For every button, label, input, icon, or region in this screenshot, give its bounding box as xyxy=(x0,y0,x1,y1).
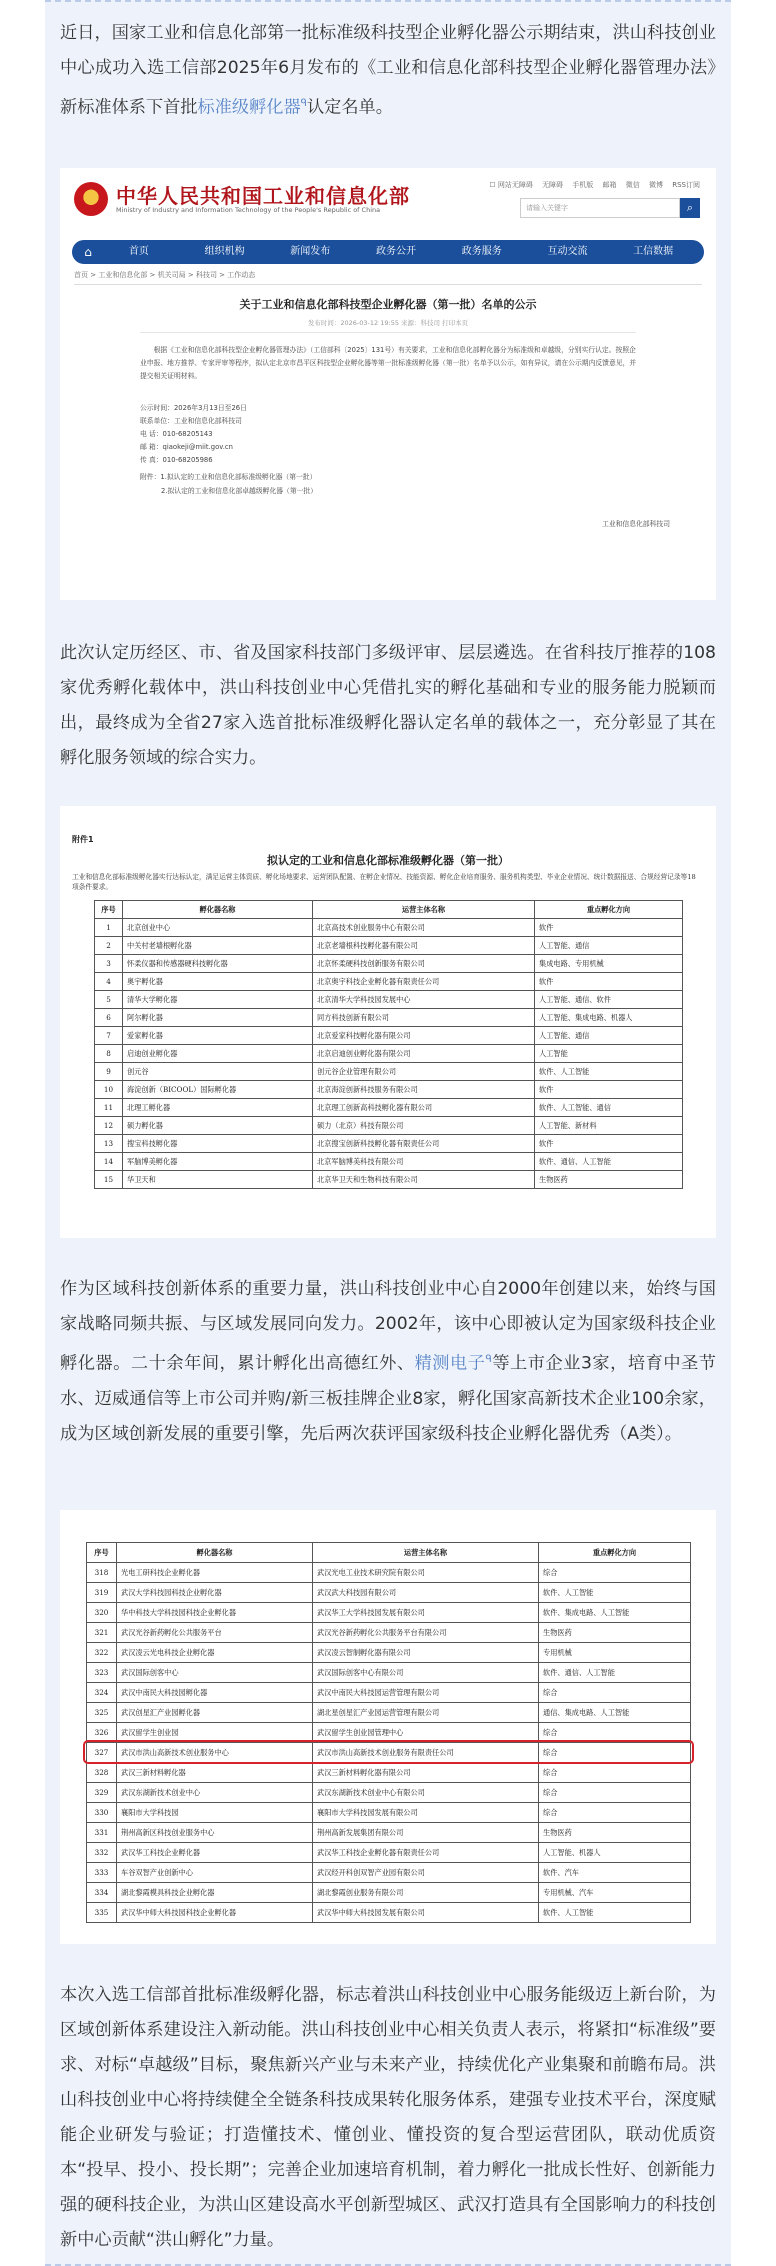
table-cell: 武汉华工大学科技园发展有限公司 xyxy=(313,1603,539,1623)
signature: 工业和信息化部科技司 xyxy=(602,520,670,528)
table-cell: 综合 xyxy=(539,1723,691,1743)
table-cell: 武汉国际创客中心 xyxy=(117,1663,313,1683)
table-cell: 北京高技术创业服务中心有限公司 xyxy=(313,919,535,937)
table-row xyxy=(95,955,683,973)
table-cell: 启迪创业孵化器 xyxy=(123,1045,313,1063)
table-cell: 生物医药 xyxy=(539,1823,691,1843)
table-cell: 武汉三新材料孵化器有限公司 xyxy=(313,1763,539,1783)
table-cell: 14 xyxy=(95,1153,123,1171)
table-cell: 集成电路、专用机械 xyxy=(535,955,683,973)
divider xyxy=(140,332,636,333)
nav-item-interact[interactable]: 互动交流 xyxy=(547,246,588,257)
table-cell: 329 xyxy=(87,1783,117,1803)
table-cell: 334 xyxy=(87,1883,117,1903)
table-cell: 湖北星创星汇产业园运营管理有限公司 xyxy=(313,1703,539,1723)
search-superscript-icon[interactable]: ᑫ xyxy=(300,98,307,109)
table-cell: 中关村老墙根孵化器 xyxy=(123,937,313,955)
search-superscript-icon[interactable]: ᑫ xyxy=(485,1354,492,1365)
nav-item-news[interactable]: 新闻发布 xyxy=(290,246,331,257)
annex-label: 附件1 xyxy=(72,835,94,844)
intro-paragraph: 近日，国家工业和信息化部第一批标准级科技型企业孵化器公示期结束，洪山科技创业中心成功入选工信部2025年6月发布的《工业和信息化部科技型企业孵化器管理办法》新标准体系下首批标准级孵化器$^ᑫ$认定名单。 xyxy=(60,23,716,118)
table1 xyxy=(94,900,683,1189)
table-cell: 北京海淀创新科技服务有限公司 xyxy=(313,1081,535,1099)
table-cell: 7 xyxy=(95,1027,123,1045)
table-cell: 搜宝科技孵化器 xyxy=(123,1135,313,1153)
nav-item-data[interactable]: 工信数据 xyxy=(633,246,674,257)
table-cell: 4 xyxy=(95,973,123,991)
top-link[interactable]: 微博 xyxy=(649,181,663,189)
table-cell: 北京爱家科技孵化器有限公司 xyxy=(313,1027,535,1045)
table-cell: 319 xyxy=(87,1583,117,1603)
table-cell: 软件 xyxy=(535,1081,683,1099)
table-row xyxy=(87,1663,691,1683)
table-cell: 襄阳市大学科技园 xyxy=(117,1803,313,1823)
table2 xyxy=(86,1542,691,1923)
national-emblem-icon xyxy=(74,182,108,216)
table-cell: 武汉东湖新技术创业中心 xyxy=(117,1783,313,1803)
table-row xyxy=(87,1843,691,1863)
table-cell: 武汉华工科技企业孵化器有限责任公司 xyxy=(313,1843,539,1863)
table-row xyxy=(95,1135,683,1153)
table-cell: 武汉华工科技企业孵化器 xyxy=(117,1843,313,1863)
table-cell: 323 xyxy=(87,1663,117,1683)
table-cell: 5 xyxy=(95,991,123,1009)
table-cell: 武汉国际创客中心有限公司 xyxy=(313,1663,539,1683)
table-cell: 318 xyxy=(87,1563,117,1583)
table-cell: 3 xyxy=(95,955,123,973)
table-cell: 软件、人工智能 xyxy=(539,1583,691,1603)
table-cell: 人工智能、通信、软件 xyxy=(535,991,683,1009)
history-paragraph: 作为区域科技创新体系的重要力量，洪山科技创业中心自2000年创建以来，始终与国家战略同频共振、与区域发展同向发力。2002年，该中心即被认定为国家级科技企业孵化器。二十余年间，累计孵化出高德红外、精测电子$^ᑫ$等上市企业3家，培育中圣节水、迈威通信等上市公司并购/新三板挂牌企业8家，孵化国家高新技术企业100余家，成为区域创新发展的重要引擎，先后两次获评国家级科技企业孵化器优秀（A类）。 xyxy=(60,1279,716,1444)
table-cell: 湖北黎霞创业服务有限公司 xyxy=(313,1883,539,1903)
table-cell: 华中科技大学科技园科技企业孵化器 xyxy=(117,1603,313,1623)
table-cell: 综合 xyxy=(539,1763,691,1783)
table-cell: 武汉经开科创双智产业园有限公司 xyxy=(313,1863,539,1883)
site-title: 中华人民共和国工业和信息化部 xyxy=(116,184,410,208)
table-header: 重点孵化方向 xyxy=(535,901,683,919)
nav-item-org[interactable]: 组织机构 xyxy=(204,246,245,257)
table-cell: 襄阳市大学科技园发展有限公司 xyxy=(313,1803,539,1823)
nav-item-service[interactable]: 政务服务 xyxy=(461,246,502,257)
table-cell: 8 xyxy=(95,1045,123,1063)
table-cell: 326 xyxy=(87,1723,117,1743)
table-cell: 人工智能、通信 xyxy=(535,937,683,955)
top-links xyxy=(482,180,700,190)
table-cell: 湖北黎霞模具科技企业孵化器 xyxy=(117,1883,313,1903)
table-row xyxy=(87,1903,691,1923)
table-cell: 武汉中南民大科技园运营管理有限公司 xyxy=(313,1683,539,1703)
table-cell: 1 xyxy=(95,919,123,937)
table-cell: 软件、人工智能 xyxy=(539,1903,691,1923)
incubator-link[interactable]: 标准级孵化器 xyxy=(197,97,301,118)
table-cell: 武汉中南民大科技园孵化器 xyxy=(117,1683,313,1703)
table-cell: 北京奥宇科技企业孵化器有限责任公司 xyxy=(313,973,535,991)
table-cell: 软件、人工智能 xyxy=(535,1063,683,1081)
table-cell: 北京华卫天和生物科技有限公司 xyxy=(313,1171,535,1189)
table-cell: 327 xyxy=(87,1743,117,1763)
ministry-page-screenshot xyxy=(60,168,716,600)
table-cell: 人工智能、机器人 xyxy=(539,1843,691,1863)
divider xyxy=(74,284,702,285)
highlight-box xyxy=(83,1740,694,1764)
table-cell: 专用机械 xyxy=(539,1643,691,1663)
table-cell: 北京老墙根科技孵化器有限公司 xyxy=(313,937,535,955)
table-cell: 人工智能 xyxy=(535,1045,683,1063)
table-cell: 奥宇孵化器 xyxy=(123,973,313,991)
attachments xyxy=(140,470,317,498)
contact-line: 电 话：010-68205143 xyxy=(140,430,213,438)
table-cell: 武汉市洪山高新技术创业服务中心 xyxy=(117,1743,313,1763)
table-cell: 北京理工创新高科技孵化器有限公司 xyxy=(313,1099,535,1117)
table-row xyxy=(95,1009,683,1027)
attachment-link[interactable]: 2.拟认定的工业和信息化部卓越级孵化器（第一批） xyxy=(161,487,318,495)
table-header: 运营主体名称 xyxy=(313,901,535,919)
table-cell: 人工智能、新材料 xyxy=(535,1117,683,1135)
table-cell: 北京军脑博美科技有限公司 xyxy=(313,1153,535,1171)
table-row xyxy=(95,1117,683,1135)
table-row xyxy=(87,1763,691,1783)
table-cell: 武汉华中师大科技园科技企业孵化器 xyxy=(117,1903,313,1923)
evaluation-paragraph: 此次认定历经区、市、省及国家科技部门多级评审、层层遴选。在省科技厅推荐的108家优秀孵化载体中，洪山科技创业中心凭借扎实的孵化基础和专业的服务能力脱颖而出，最终成为全省27家入选首批标准级孵化器认定名单的载体之一，充分彰显了其在孵化服务领域的综合实力。 xyxy=(60,643,716,768)
table-cell: 综合 xyxy=(539,1743,691,1763)
table-header: 孵化器名称 xyxy=(123,901,313,919)
table-cell: 爱家孵化器 xyxy=(123,1027,313,1045)
home-icon[interactable]: ⌂ xyxy=(84,245,92,259)
breadcrumb[interactable]: 首页 > 工业和信息化部 > 机关司局 > 科技司 > 工作动态 xyxy=(74,271,256,279)
table-cell: 军脑博美孵化器 xyxy=(123,1153,313,1171)
table-cell: 生物医药 xyxy=(535,1171,683,1189)
table-cell: 软件、汽车 xyxy=(539,1863,691,1883)
table-cell: 武汉东湖新技术创业中心有限公司 xyxy=(313,1783,539,1803)
main-nav xyxy=(72,240,704,264)
table-cell: 321 xyxy=(87,1623,117,1643)
table-cell: 12 xyxy=(95,1117,123,1135)
frame-top-border xyxy=(45,0,731,2)
attachment-link[interactable]: 附件：1.拟认定的工业和信息化部标准级孵化器（第一批） xyxy=(140,473,317,481)
table-row xyxy=(95,973,683,991)
table-cell: 硕力孵化器 xyxy=(123,1117,313,1135)
table-cell: 北京启迪创业孵化器有限公司 xyxy=(313,1045,535,1063)
article-body: 根据《工业和信息化部科技型企业孵化器管理办法》（工信部科〔2025〕131号）有关要求，工业和信息化部孵化器分为标准级和卓越级，分别实行认定。按照企业申报、地方推荐、专家评审等程序，拟认定北京市昌平区科技型企业孵化器等第一批标准级孵化器（第一批）名单予以公示，如有异议，请在公示期内反馈意见，并提交相关证明材料。 xyxy=(140,346,637,380)
nav-item-gov[interactable]: 政务公开 xyxy=(376,246,417,257)
table-cell: 武汉留学生创业园管理中心 xyxy=(313,1723,539,1743)
table-cell: 武汉武大科技园有限公司 xyxy=(313,1583,539,1603)
table-row xyxy=(87,1783,691,1803)
table-cell: 荆州高新区科技创业服务中心 xyxy=(117,1823,313,1843)
table-cell: 创元谷企业管理有限公司 xyxy=(313,1063,535,1081)
table-cell: 333 xyxy=(87,1863,117,1883)
table-header: 序号 xyxy=(95,901,123,919)
article-meta: 发布时间：2026-03-12 19:55 来源：科技司 打印本页 xyxy=(307,319,469,327)
table-header: 孵化器名称 xyxy=(117,1543,313,1563)
top-link[interactable]: 手机版 xyxy=(572,181,594,189)
table1-screenshot xyxy=(60,806,716,1238)
table-header: 序号 xyxy=(87,1543,117,1563)
table-cell: 武汉凌云智制孵化器有限公司 xyxy=(313,1643,539,1663)
contact-line: 联系单位：工业和信息化部科技司 xyxy=(140,417,242,425)
table-row xyxy=(95,919,683,937)
table-cell: 阿尔孵化器 xyxy=(123,1009,313,1027)
table-cell: 北京创业中心 xyxy=(123,919,313,937)
table-cell: 2 xyxy=(95,937,123,955)
table-cell: 海淀创新（BICOOL）国际孵化器 xyxy=(123,1081,313,1099)
table-cell: 人工智能、通信 xyxy=(535,1027,683,1045)
table-row xyxy=(95,1099,683,1117)
table-cell: 武汉创星汇产业园孵化器 xyxy=(117,1703,313,1723)
table-cell: 综合 xyxy=(539,1563,691,1583)
table-cell: 软件 xyxy=(535,1135,683,1153)
table-cell: 软件、集成电路、人工智能 xyxy=(539,1603,691,1623)
table-cell: 331 xyxy=(87,1823,117,1843)
table-cell: 硕力（北京）科技有限公司 xyxy=(313,1117,535,1135)
table-cell: 光电工研科技企业孵化器 xyxy=(117,1563,313,1583)
table-cell: 武汉华中师大科技园发展有限公司 xyxy=(313,1903,539,1923)
table-cell: 北理工孵化器 xyxy=(123,1099,313,1117)
contact-line: 邮 箱：qiaokeji@miit.gov.cn xyxy=(140,443,233,451)
table-cell: 专用机械、汽车 xyxy=(539,1883,691,1903)
table-cell: 车谷双智产业创新中心 xyxy=(117,1863,313,1883)
table-cell: 328 xyxy=(87,1763,117,1783)
contact-line: 传 真：010-68205986 xyxy=(140,456,213,464)
table-row xyxy=(95,1081,683,1099)
table-cell: 325 xyxy=(87,1703,117,1723)
search-icon[interactable]: ⌕ xyxy=(680,198,700,218)
table-row xyxy=(87,1863,691,1883)
table1-title: 拟认定的工业和信息化部标准级孵化器（第一批） xyxy=(267,854,509,867)
table-row xyxy=(95,1063,683,1081)
table-row xyxy=(95,1045,683,1063)
article-title: 关于工业和信息化部科技型企业孵化器（第一批）名单的公示 xyxy=(239,298,537,311)
table-cell: 软件 xyxy=(535,973,683,991)
table-row xyxy=(87,1883,691,1903)
table-cell: 北京清华大学科技园发展中心 xyxy=(313,991,535,1009)
table-cell: 320 xyxy=(87,1603,117,1623)
table-cell: 综合 xyxy=(539,1783,691,1803)
table-cell: 软件、人工智能、通信 xyxy=(535,1099,683,1117)
table-cell: 软件、通信、人工智能 xyxy=(539,1663,691,1683)
outlook-paragraph: 本次入选工信部首批标准级孵化器，标志着洪山科技创业中心服务能级迈上新台阶，为区域创新体系建设注入新动能。洪山科技创业中心相关负责人表示，将紧扣“标准级”要求、对标“卓越级”目标，聚焦新兴产业与未来产业，持续优化产业集聚和前瞻布局。洪山科技创业中心将持续健全全链条科技成果转化服务体系，建强专业技术平台，深度赋能企业研发与验证；打造懂技术、懂创业、懂投资的复合型运营团队，联动优质资本“投早、投小、投长期”；完善企业加速培育机制，着力孵化一批成长性好、创新能力强的硬科技企业，为洪山区建设高水平创新型城区、武汉打造具有全国影响力的科技创新中心贡献“洪山孵化”力量。 xyxy=(60,1985,716,2250)
ministry-header xyxy=(60,168,716,236)
table-cell: 创元谷 xyxy=(123,1063,313,1081)
table2-screenshot xyxy=(60,1510,716,1944)
table1-intro: 工业和信息化部标准级孵化器实行达标认定，满足运营主体资质、孵化场地要求、运营团队配置、在孵企业情况、技能资源、孵化企业培育服务、服务机构类型、毕业企业情况、统计数据报送、合规经营记录等18项条件要求。 xyxy=(72,873,696,891)
table-cell: 生物医药 xyxy=(539,1623,691,1643)
table-cell: 清华大学孵化器 xyxy=(123,991,313,1009)
site-subtitle: Ministry of Industry and Information Technology of the People's Republic of China xyxy=(116,206,381,214)
search-input[interactable]: 请输入关键字 xyxy=(520,198,680,218)
table-cell: 武汉凌云光电科技企业孵化器 xyxy=(117,1643,313,1663)
table-row xyxy=(87,1563,691,1583)
table-row xyxy=(87,1803,691,1823)
table-cell: 武汉三新材料孵化器 xyxy=(117,1763,313,1783)
table-cell: 330 xyxy=(87,1803,117,1823)
table-row xyxy=(87,1603,691,1623)
table-cell: 武汉留学生创业园 xyxy=(117,1723,313,1743)
table-cell: 综合 xyxy=(539,1683,691,1703)
table-cell: 324 xyxy=(87,1683,117,1703)
table-row xyxy=(87,1823,691,1843)
table-cell: 人工智能、集成电路、机器人 xyxy=(535,1009,683,1027)
table-cell: 华卫天和 xyxy=(123,1171,313,1189)
table-header: 运营主体名称 xyxy=(313,1543,539,1563)
table-cell: 武汉市洪山高新技术创业服务有限责任公司 xyxy=(313,1743,539,1763)
table-row xyxy=(95,991,683,1009)
contact-line: 公示时间：2026年3月13日至26日 xyxy=(140,404,247,412)
table-cell: 6 xyxy=(95,1009,123,1027)
top-link[interactable]: RSS订阅 xyxy=(672,181,700,189)
contact-info xyxy=(140,402,247,467)
table-header: 重点孵化方向 xyxy=(539,1543,691,1563)
table-cell: 荆州高新发展集团有限公司 xyxy=(313,1823,539,1843)
table-cell: 335 xyxy=(87,1903,117,1923)
table-cell: 武汉光谷新药孵化公共服务平台 xyxy=(117,1623,313,1643)
nav-item-home[interactable]: 首页 xyxy=(128,246,149,257)
table-cell: 10 xyxy=(95,1081,123,1099)
table-cell: 北京搜宝创新科技孵化器有限责任公司 xyxy=(313,1135,535,1153)
table-row xyxy=(87,1583,691,1603)
table-cell: 武汉光谷新药孵化公共服务平台有限公司 xyxy=(313,1623,539,1643)
table-row xyxy=(95,1153,683,1171)
table-cell: 9 xyxy=(95,1063,123,1081)
table-row xyxy=(95,1027,683,1045)
table-row xyxy=(87,1623,691,1643)
company-link[interactable]: 精测电子 xyxy=(414,1353,486,1374)
table-cell: 332 xyxy=(87,1843,117,1863)
table-row xyxy=(95,937,683,955)
table-row xyxy=(95,1171,683,1189)
table-row xyxy=(87,1643,691,1663)
table-row xyxy=(87,1683,691,1703)
table-cell: 武汉光电工业技术研究院有限公司 xyxy=(313,1563,539,1583)
table-cell: 软件、通信、人工智能 xyxy=(535,1153,683,1171)
table-cell: 软件 xyxy=(535,919,683,937)
table-cell: 322 xyxy=(87,1643,117,1663)
table-cell: 怀柔仪器和传感器硬科技孵化器 xyxy=(123,955,313,973)
top-link[interactable]: 无障碍 xyxy=(542,181,564,189)
table-cell: 13 xyxy=(95,1135,123,1153)
table-cell: 同方科技创新有限公司 xyxy=(313,1009,535,1027)
top-link[interactable]: 微信 xyxy=(625,181,640,189)
table-cell: 15 xyxy=(95,1171,123,1189)
table-row xyxy=(87,1703,691,1723)
table-cell: 武汉大学科技园科技企业孵化器 xyxy=(117,1583,313,1603)
table-cell: 通信、集成电路、人工智能 xyxy=(539,1703,691,1723)
table-cell: 北京怀柔硬科技创新服务有限公司 xyxy=(313,955,535,973)
top-link[interactable]: ☐ 网站无障碍 xyxy=(489,181,533,189)
top-link[interactable]: 邮箱 xyxy=(602,181,617,189)
table-cell: 11 xyxy=(95,1099,123,1117)
table-cell: 综合 xyxy=(539,1803,691,1823)
